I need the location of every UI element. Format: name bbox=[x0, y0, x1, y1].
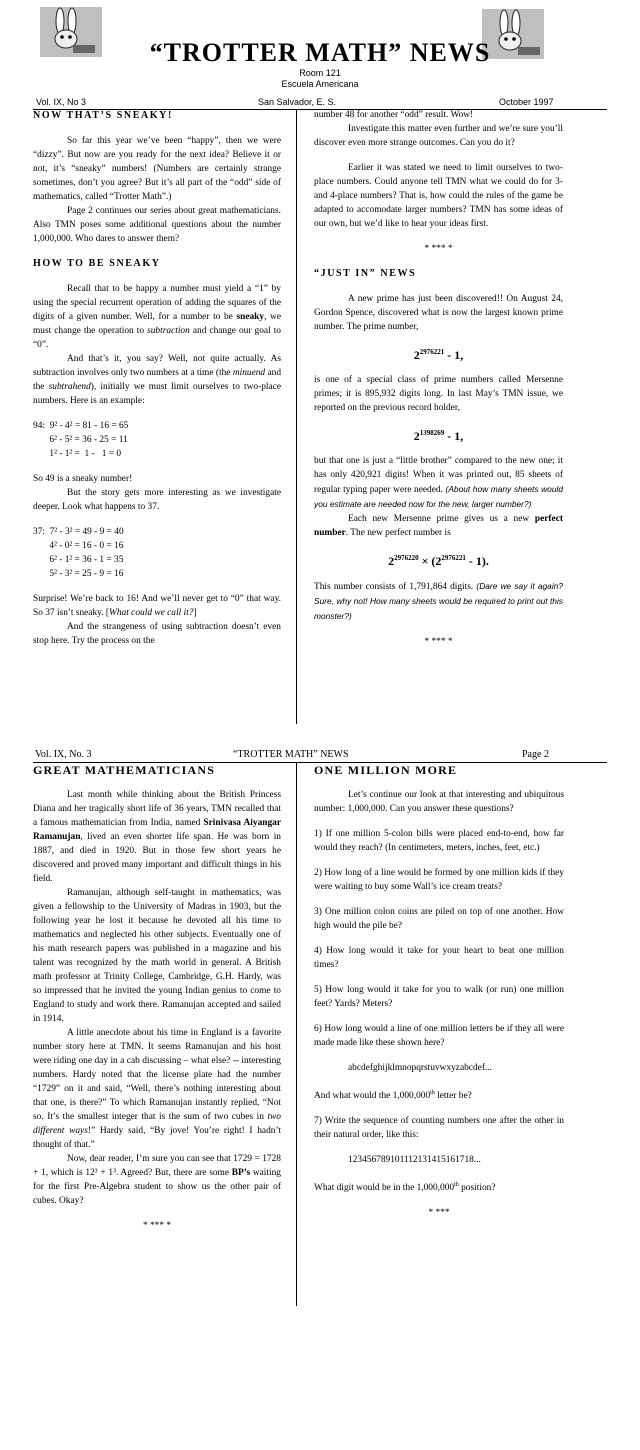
issue-date: October 1997 bbox=[499, 97, 554, 107]
paragraph: Ramanujan, although self-taught in mathematics, was given a fellowship to the University of Madras in 1903, but the following year he lost it because he devoted all his time to mathematics and neglected his other subjects. Eventually one of his math research papers was published in a magazine and his talent was recognized by the math world in general. A British math professor at Trinity College, Cambridge, G.H. Hardy, was so impressed that he invited the young Indian genius to come to England to study and work there. Ramanujan accepted and sailed in 1914. bbox=[33, 888, 281, 1024]
equation-line: 6² - 5² = 36 - 25 = 11 bbox=[33, 435, 128, 445]
paragraph: Last month while thinking about the British Princess Diana and her tragically short life of 36 years, TMN recalled that a famous mathematician from India, named Srinivasa Aiyangar Ramanujan, lived an even shorter life span. He was born in 1887, and died in 1920. But in those few short years he discovered and proved many important and difficult things in his field. bbox=[33, 790, 281, 884]
page1-column-rule bbox=[296, 110, 297, 724]
masthead bbox=[120, 0, 520, 90]
page1-right-column bbox=[314, 108, 563, 724]
separator-stars: * *** * bbox=[142, 1221, 172, 1231]
paragraph: Let’s continue our look at that interesting and ubiquitous number: 1,000,000. Can you answer these questions? bbox=[314, 790, 564, 814]
paragraph: is one of a special class of prime numbers called Mersenne primes; it is 895,932 digits long. In last May’s TMN issue, we reported on the previous record holder, bbox=[314, 375, 563, 413]
paragraph: Recall that to be happy a number must yield a “1” by using the special recurrent operation of adding the squares of the digits of a given number. Well, for a number to be sneaky, we must change the operation to subtraction and change our goal to “0”. bbox=[33, 284, 281, 350]
page2-volume: Vol. IX, No. 3 bbox=[35, 749, 92, 760]
perfect-number-formula: $2^{2976220} \times (2^{2976221} - 1)$. bbox=[388, 554, 489, 568]
question: 1) If one million 5-colon bills were placed end-to-end, how far would they reach? (In centimeters, meters, inches, feet, etc.) bbox=[314, 829, 564, 853]
question: What digit would be in the 1,000,000th position? bbox=[314, 1182, 496, 1194]
paragraph: And that’s it, you say? Well, not quite actually. As subtraction involves only two numbers at a time (the minuend and the subtrahend), initially we must limit ourselves to two-place numbers. Here is an example: bbox=[33, 354, 281, 406]
school: Escuela Americana bbox=[281, 79, 359, 89]
letter-sequence: abcdefghijklmnopqrstuvwxyzabcdef... bbox=[348, 1063, 492, 1073]
section-title-great-mathematicians: GREAT MATHEMATICIANS bbox=[33, 763, 216, 777]
question: 6) How long would a line of one million letters be if they all were made made like these shown here? bbox=[314, 1024, 564, 1048]
page2-column-rule bbox=[296, 762, 297, 1306]
paragraph: So far this year we’ve been “happy”, then we were “dizzy”. But now are you ready for the next idea? Believe it or not, it’s “sneaky” numbers! (Numbers are certainly strange sometimes, don’t you agree? But it’s all part of the “odd” side of mathematics, called “Trotter Math”.) bbox=[33, 136, 281, 202]
paragraph: but that one is just a “little brother” compared to the new one; it has only 420,921 digits! When it was printed out, 85 sheets of regular typing paper were needed. (About how many sheets would you estimate are needed now for the new, larger number?) bbox=[314, 456, 563, 509]
question: 4) How long would it take for your heart to beat one million times? bbox=[314, 946, 564, 970]
equation-line: 37: 7² - 3² = 49 - 9 = 40 bbox=[33, 527, 124, 537]
paragraph: Earlier it was stated we need to limit ourselves to two-place numbers. Could anyone tell TMN what we could do for 3- and 4-place numbers? That is, how could the rules of the game be adapted to accomodate larger numbers? TMN has some ideas of our own, but we’d like to hear your ideas first. bbox=[314, 163, 563, 229]
page2-right-column bbox=[314, 763, 564, 1308]
section-title-just-in: “JUST IN” NEWS bbox=[314, 268, 417, 279]
question: 7) Write the sequence of counting numbers one after the other in their natural order, like this: bbox=[314, 1116, 564, 1141]
mersenne-formula: $2^{2976221} - 1$, bbox=[413, 348, 464, 362]
question: 3) One million colon coins are piled on top of one another. How high would the pile be? bbox=[314, 907, 564, 931]
previous-mersenne-formula: $2^{1398269} - 1$, bbox=[413, 429, 464, 443]
paragraph: Surprise! We’re back to 16! And we’ll never get to “0” that way. So 37 isn’t sneaky. [What could we call it?] bbox=[33, 594, 281, 618]
digit-sequence: 123456789101112131415161718... bbox=[348, 1155, 481, 1166]
volume: Vol. IX, No 3 bbox=[36, 97, 87, 107]
city: San Salvador, E. S. bbox=[258, 97, 337, 107]
newsletter-title: “TROTTER MATH” NEWS bbox=[149, 38, 491, 67]
paragraph: Investigate this matter even further and we’re sure you’ll discover even more strange outcomes. Can you do it? bbox=[314, 124, 563, 148]
section-title-one-million-more: ONE MILLION MORE bbox=[314, 763, 458, 777]
paragraph: And the strangeness of using subtraction doesn’t even stop here. Try the process on the bbox=[33, 622, 281, 646]
equation-line: 4² - 0² = 16 - 0 = 16 bbox=[33, 541, 124, 551]
paragraph: number 48 for another “odd” result. Wow! bbox=[314, 110, 474, 120]
paragraph: Each new Mersenne prime gives us a new perfect number. The new perfect number is bbox=[314, 514, 563, 538]
equation-line: 94: 9² - 4² = 81 - 16 = 65 bbox=[33, 421, 129, 431]
paragraph: Now, dear reader, I’m sure you can see that 1729 = 1728 + 1, which is 12³ + 1³. Agreed? But, there are some BP’s waiting for the first Pre-Algebra student to show us the other pair of cubes. Okay? bbox=[33, 1154, 281, 1206]
page2-left-column bbox=[33, 763, 281, 1308]
paragraph: So 49 is a sneaky number! bbox=[33, 474, 133, 484]
question: 5) How long would it take for you to walk (or run) one million feet? Yards? Meters? bbox=[314, 985, 564, 1009]
section-title-sneaky: NOW THAT’S SNEAKY! bbox=[33, 110, 173, 121]
separator-stars: * *** bbox=[428, 1208, 450, 1219]
equation-line: 1² - 1² = 1 - 1 = 0 bbox=[33, 449, 122, 459]
equation-line: 6² - 1² = 36 - 1 = 35 bbox=[33, 555, 124, 565]
paragraph: This number consists of 1,791,864 digits. (Dare we say it again? Sure, why not! How many sheets would be required to print out this monster?) bbox=[314, 581, 563, 621]
equation-line: 5² - 3² = 25 - 9 = 16 bbox=[33, 569, 124, 579]
section-title-how-to-be-sneaky: HOW TO BE SNEAKY bbox=[33, 258, 161, 269]
paragraph: A little anecdote about his time in England is a favorite number story here at TMN. It seems Ramanujan and his host were riding one day in a cab discussing – what else? -- interesting numbers. Hardy noted that the license plate had the number “1729” on it and said, “Well, there’s nothing interesting about that one, is there?” To which Ramanujan instantly replied, “Not so. It’s the smallest integer that is the sum of two cubes in two different ways!” Hardy said, “By jove! You’re right! I hadn’t thought of that.” bbox=[33, 1028, 281, 1150]
separator-stars: * *** * bbox=[424, 244, 453, 254]
paragraph: A new prime has just been discovered!! On August 24, Gordon Spence, discovered what is now the largest known prime number. The prime number, bbox=[314, 294, 563, 332]
page1-left-column bbox=[33, 109, 281, 724]
separator-stars: * *** * bbox=[424, 637, 453, 647]
paragraph: Page 2 continues our series about great mathematicians. Also TMN poses some additional questions about the number 1,000,000. Who dares to answer them? bbox=[33, 206, 281, 244]
bunny-logo-left bbox=[40, 7, 102, 57]
page2-title: “TROTTER MATH” NEWS bbox=[233, 749, 349, 760]
page-number: Page 2 bbox=[522, 749, 549, 760]
question: And what would the 1,000,000th letter be? bbox=[314, 1090, 472, 1102]
room: Room 121 bbox=[299, 68, 341, 78]
question: 2) How long of a line would be formed by one million kids if they were waiting to buy some Wall’s ice cream treats? bbox=[314, 868, 564, 892]
paragraph: But the story gets more interesting as we investigate deeper. Look what happens to 37. bbox=[33, 488, 281, 512]
